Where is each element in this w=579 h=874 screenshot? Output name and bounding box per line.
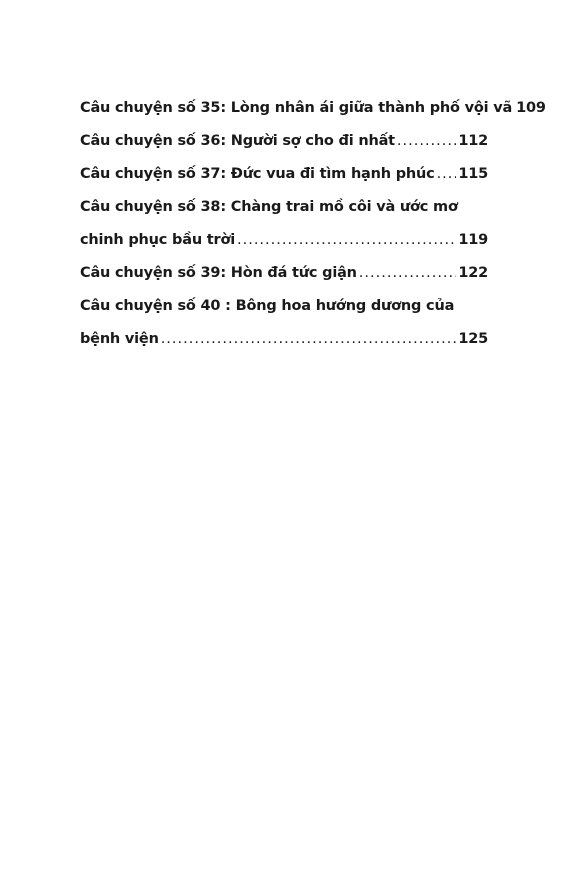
toc-entry-page: 109 <box>516 100 546 116</box>
toc-entry-title: Câu chuyện số 37: Đức vua đi tìm hạnh phúc <box>80 166 435 182</box>
table-of-contents <box>80 92 546 356</box>
toc-entry-title: Câu chuyện số 39: Hòn đá tức giận <box>80 265 357 281</box>
toc-entry-37[interactable] <box>80 158 488 191</box>
toc-entry-page: 125 <box>458 331 488 347</box>
dot-leader <box>237 224 456 257</box>
dot-leader <box>397 125 456 158</box>
dot-leader <box>161 323 457 356</box>
toc-entry-36[interactable] <box>80 125 488 158</box>
toc-entry-page: 119 <box>458 232 488 248</box>
toc-entry-title: Câu chuyện số 35: Lòng nhân ái giữa thành phố vội vã <box>80 100 513 116</box>
toc-entry-39[interactable] <box>80 257 488 290</box>
toc-entry-page: 122 <box>458 265 488 281</box>
toc-entry-title: Câu chuyện số 36: Người sợ cho đi nhất <box>80 133 395 149</box>
toc-entry-title: Câu chuyện số 38: Chàng trai mồ côi và ước mơ <box>80 199 458 215</box>
dot-leader <box>359 257 457 290</box>
toc-entry-page: 115 <box>458 166 488 182</box>
toc-entry-35[interactable] <box>80 92 546 125</box>
toc-entry-title: Câu chuyện số 40 : Bông hoa hướng dương của <box>80 298 455 314</box>
toc-entry-38[interactable] <box>80 191 488 257</box>
toc-entry-title-continued: bệnh viện <box>80 331 159 347</box>
toc-entry-title-continued: chinh phục bầu trời <box>80 232 235 248</box>
dot-leader <box>437 158 457 191</box>
toc-entry-page: 112 <box>458 133 488 149</box>
toc-entry-40[interactable] <box>80 290 488 356</box>
